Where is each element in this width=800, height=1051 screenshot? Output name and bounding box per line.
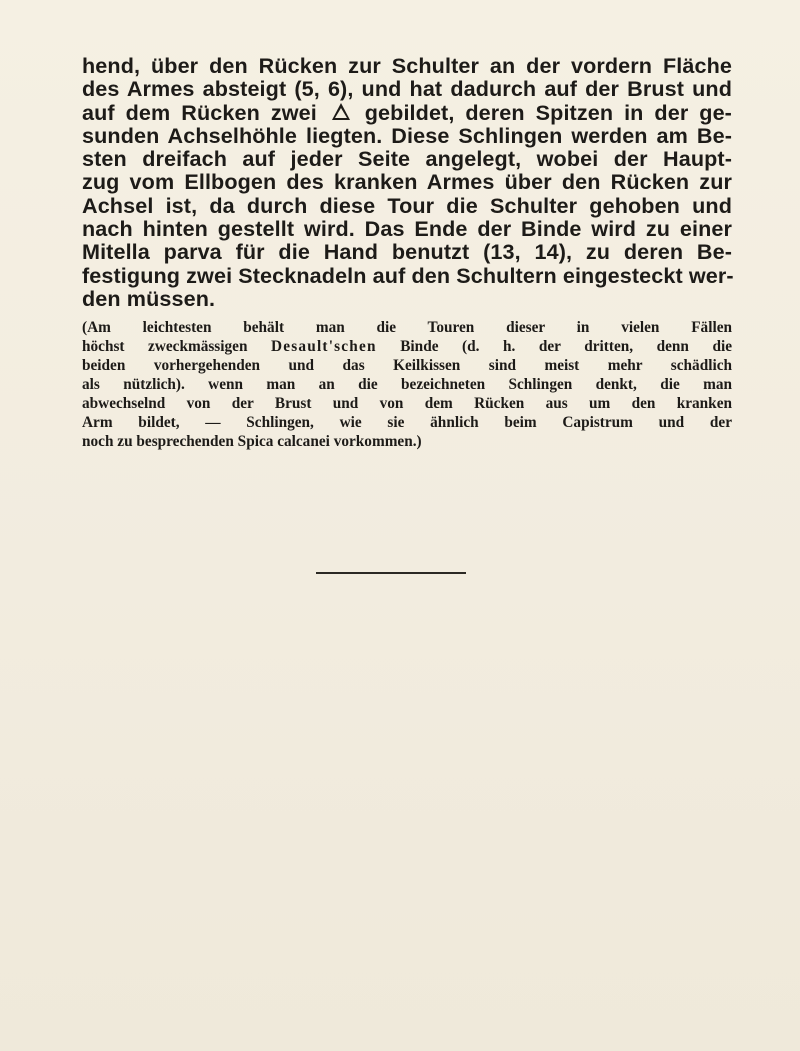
note-line-4: als nützlich). wenn man an die bezeichneten Schlingen denkt, die man <box>82 376 732 393</box>
main-line-10: festigung zwei Stecknadeln auf den Schultern eingesteckt wer- <box>82 262 734 288</box>
note-line-3: beiden vorhergehenden und das Keilkissen sind meist mehr schädlich <box>82 357 732 374</box>
main-paragraph <box>82 54 732 310</box>
desault-name: Desault'schen <box>271 338 377 355</box>
note-line-6: Arm bildet, — Schlingen, wie sie ähnlich beim Capistrum und der <box>82 414 732 431</box>
note-line-5: abwechselnd von der Brust und von dem Rücken aus um den kranken <box>82 395 732 412</box>
main-line-3-after-symbol: gebildet, deren Spitzen in der ge- <box>364 99 732 125</box>
main-line-9: Mitella parva für die Hand benutzt (13, 14), zu deren Be- <box>82 239 732 265</box>
main-line-2: des Armes absteigt (5, 6), und hat dadurch auf der Brust und <box>82 76 732 102</box>
note-line-2-before-name: höchst zweckmässigen <box>82 338 248 355</box>
note-paragraph <box>82 318 732 451</box>
main-line-1: hend, über den Rücken zur Schulter an der vordern Fläche <box>82 53 732 78</box>
main-line-5: sten dreifach auf jeder Seite angelegt, wobei der Haupt- <box>82 146 732 172</box>
main-line-4: sunden Achselhöhle liegten. Diese Schlingen werden am Be- <box>82 122 732 148</box>
main-line-6: zug vom Ellbogen des kranken Armes über den Rücken zur <box>82 169 732 195</box>
main-line-11: den müssen. <box>82 285 216 311</box>
main-line-7: Achsel ist, da durch diese Tour die Schulter gehoben und <box>82 192 732 218</box>
main-line-3 <box>82 101 732 124</box>
triangle-symbol-icon <box>332 103 350 120</box>
section-divider <box>316 572 466 574</box>
note-line-7: noch zu besprechenden Spica calcanei vorkommen.) <box>82 433 422 450</box>
note-line-2 <box>82 337 732 356</box>
main-line-3-before-symbol: auf dem Rücken zwei <box>82 99 317 125</box>
main-line-8: nach hinten gestellt wird. Das Ende der Binde wird zu einer <box>82 216 732 242</box>
note-line-2-after-name: Binde (d. h. der dritten, denn die <box>400 338 732 355</box>
note-line-1: (Am leichtesten behält man die Touren dieser in vielen Fällen <box>82 319 732 336</box>
